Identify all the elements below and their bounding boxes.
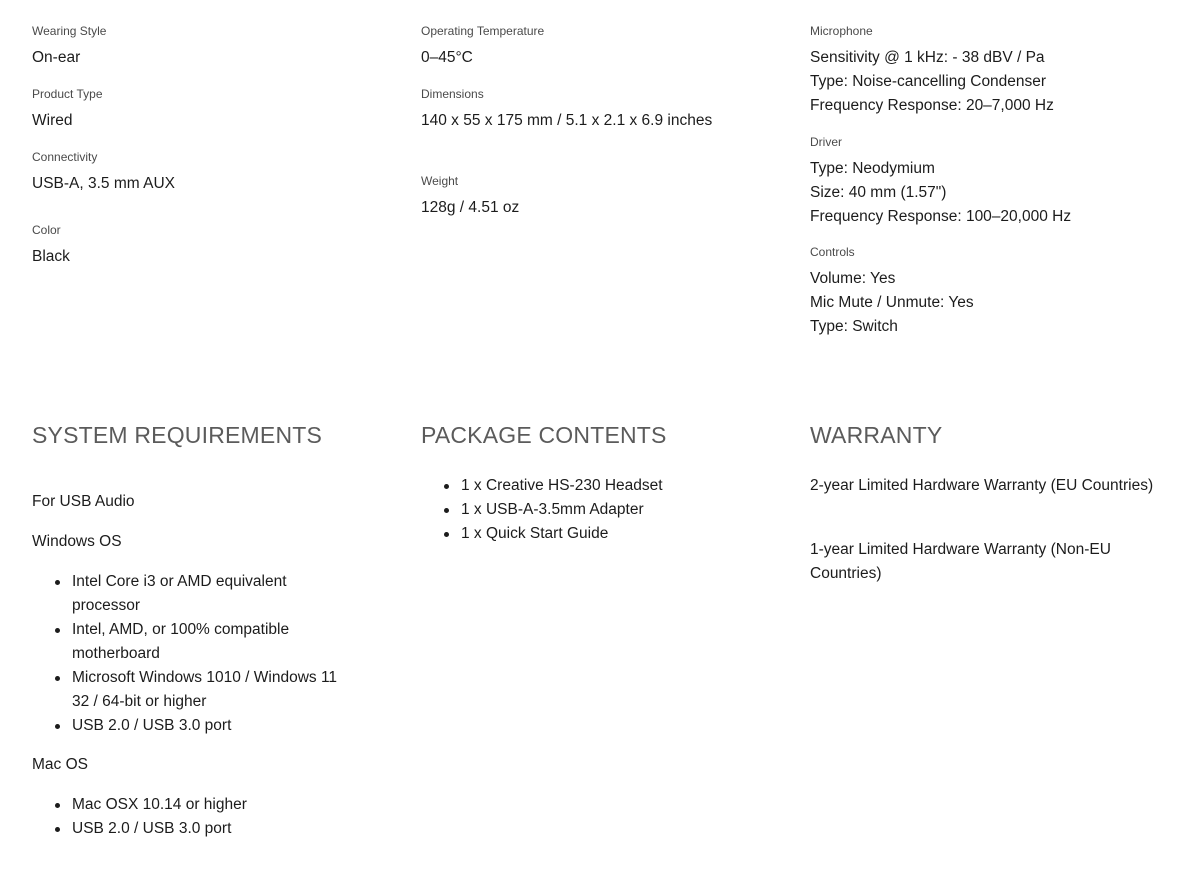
spec-operating-temperature [421, 23, 781, 70]
spec-label: Wearing Style [32, 24, 107, 38]
spec-line: Type: Switch [810, 318, 898, 335]
spec-value: Wired [32, 112, 73, 129]
spec-label: Controls [810, 245, 855, 259]
list-item: USB 2.0 / USB 3.0 port [32, 817, 352, 841]
list-item: Intel, AMD, or 100% compatible motherboard [32, 618, 352, 666]
spec-value: 140 x 55 x 175 mm / 5.1 x 2.1 x 6.9 inches [421, 112, 713, 129]
list-item: Mac OSX 10.14 or higher [32, 793, 352, 817]
spec-label: Driver [810, 135, 842, 149]
spec-label: Product Type [32, 87, 103, 101]
spec-label: Dimensions [421, 87, 484, 101]
spec-connectivity [32, 149, 392, 196]
list-item: 1 x USB-A-3.5mm Adapter [421, 498, 761, 522]
spec-label: Operating Temperature [421, 24, 545, 38]
spec-color [32, 222, 392, 269]
spec-line: Sensitivity @ 1 kHz: - 38 dBV / Pa [810, 49, 1045, 66]
spec-line: Frequency Response: 20–7,000 Hz [810, 97, 1054, 114]
spec-line: Volume: Yes [810, 270, 896, 287]
list-item: USB 2.0 / USB 3.0 port [32, 714, 352, 738]
spec-label: Weight [421, 174, 459, 188]
spec-value: 0–45°C [421, 49, 473, 66]
warranty-non-eu: 1-year Limited Hardware Warranty (Non-EU Countries) [810, 541, 1111, 582]
usb-audio-heading: For USB Audio [32, 493, 135, 510]
spec-wearing-style [32, 23, 392, 70]
package-contents-title: PACKAGE CONTENTS [421, 422, 667, 448]
spec-value: USB-A, 3.5 mm AUX [32, 175, 175, 192]
spec-value: Black [32, 248, 70, 265]
warranty-eu: 2-year Limited Hardware Warranty (EU Countries) [810, 477, 1154, 494]
list-item: Microsoft Windows 1010 / Windows 11 32 / 64-bit or higher [32, 666, 352, 714]
spec-value [810, 157, 1180, 229]
spec-line: Mic Mute / Unmute: Yes [810, 294, 974, 311]
spec-value: On-ear [32, 49, 81, 66]
mac-os-heading: Mac OS [32, 756, 88, 773]
system-requirements-title: SYSTEM REQUIREMENTS [32, 422, 323, 448]
spec-label: Microphone [810, 24, 873, 38]
package-contents-list [421, 474, 761, 546]
spec-value [810, 267, 1180, 339]
mac-requirements-list [32, 793, 352, 841]
spec-value: 128g / 4.51 oz [421, 199, 520, 216]
windows-requirements-list [32, 570, 352, 738]
spec-driver [810, 134, 1180, 229]
windows-os-heading: Windows OS [32, 533, 122, 550]
spec-product-type [32, 86, 392, 133]
spec-value [810, 46, 1180, 118]
list-item: 1 x Creative HS-230 Headset [421, 474, 761, 498]
spec-line: Size: 40 mm (1.57") [810, 184, 947, 201]
list-item: 1 x Quick Start Guide [421, 522, 761, 546]
warranty-title: WARRANTY [810, 422, 943, 448]
spec-line: Type: Noise-cancelling Condenser [810, 73, 1047, 90]
spec-microphone [810, 23, 1180, 118]
spec-dimensions [421, 86, 721, 133]
list-item: Intel Core i3 or AMD equivalent processor [32, 570, 352, 618]
spec-label: Color [32, 223, 61, 237]
spec-controls [810, 244, 1180, 339]
spec-weight [421, 173, 781, 220]
spec-line: Frequency Response: 100–20,000 Hz [810, 208, 1072, 225]
spec-label: Connectivity [32, 150, 98, 164]
spec-line: Type: Neodymium [810, 160, 935, 177]
